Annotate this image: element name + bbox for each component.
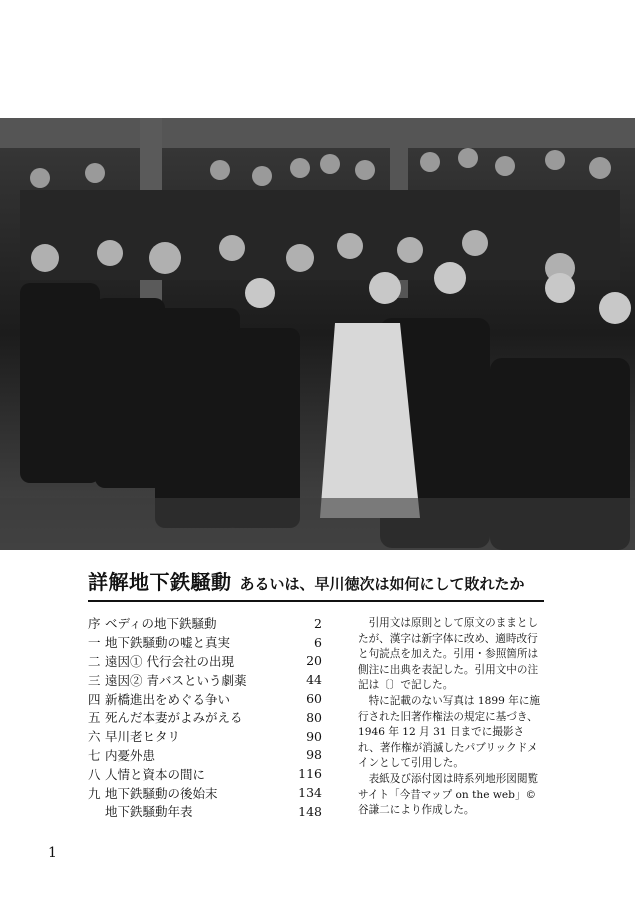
toc-row[interactable]	[88, 783, 322, 802]
toc-title: 地下鉄騒動の嘘と真実	[105, 635, 231, 651]
note-paragraph: 表紙及び添付図は時系列地形図閲覧サイト「今昔マップ on the web」©谷謙二により作成した。	[358, 772, 539, 817]
toc-row[interactable]	[88, 670, 322, 689]
toc-row[interactable]	[88, 727, 322, 746]
toc-number: 四	[88, 691, 101, 707]
toc-page: 90	[306, 728, 322, 744]
toc-title: 遠因① 代行会社の出現	[105, 653, 234, 669]
toc-row[interactable]	[88, 764, 322, 783]
toc-title: 早川老ヒタリ	[105, 729, 181, 745]
toc-number: 序	[88, 616, 101, 632]
toc-row[interactable]	[88, 652, 322, 671]
table-of-contents	[88, 614, 322, 821]
toc-number: 一	[88, 635, 101, 651]
toc-row[interactable]	[88, 614, 322, 633]
toc-page: 6	[314, 634, 322, 650]
toc-title: 地下鉄騒動年表	[105, 804, 193, 820]
toc-row[interactable]	[88, 746, 322, 765]
photo-placeholder-icon	[0, 118, 635, 550]
toc-page: 116	[298, 766, 322, 782]
toc-number: 二	[88, 653, 101, 669]
toc-page: 44	[306, 672, 322, 688]
toc-number: 六	[88, 729, 101, 745]
toc-title: 遠因② 青バスという劇薬	[105, 672, 247, 688]
editorial-notes	[358, 616, 544, 819]
toc-number: 三	[88, 672, 101, 688]
toc-title: 人情と資本の間に	[105, 766, 206, 782]
toc-row[interactable]	[88, 689, 322, 708]
note-paragraph: 特に記載のない写真は 1899 年に施行された旧著作権法の規定に基づき、1946 年 12 月 31 日までに撮影され、著作権が消滅したパブリックドメインとして引用した。	[358, 694, 541, 770]
toc-page: 60	[306, 691, 322, 707]
toc-title: 新橋進出をめぐる争い	[105, 691, 231, 707]
toc-row[interactable]	[88, 708, 322, 727]
toc-page: 98	[306, 747, 322, 763]
toc-number: 八	[88, 766, 101, 782]
toc-page: 2	[314, 615, 322, 631]
toc-page: 80	[306, 709, 322, 725]
toc-title: 内憂外患	[105, 747, 156, 763]
book-subtitle: あるいは、早川徳次は如何にして敗れたか	[239, 575, 525, 593]
toc-row[interactable]	[88, 802, 322, 821]
cover-photo	[0, 118, 635, 550]
chapter-heading	[88, 566, 544, 602]
toc-number: 九	[88, 785, 101, 801]
toc-page: 148	[298, 803, 322, 819]
toc-page: 20	[306, 653, 322, 669]
toc-title: ベディの地下鉄騒動	[105, 616, 217, 632]
note-paragraph: 引用文は原則として原文のままとしたが、漢字は新字体に改め、適時改行と句読点を加えた。引用・参照箇所は側注に出典を表記した。引用文中の注記は〔〕で記した。	[358, 617, 539, 692]
book-title: 詳解地下鉄騒動	[88, 570, 232, 594]
toc-title: 地下鉄騒動の後始末	[105, 785, 218, 801]
toc-number: 五	[88, 710, 101, 726]
toc-title: 死んだ本妻がよみがえる	[105, 710, 243, 726]
page-number: 1	[48, 845, 57, 861]
toc-number: 七	[88, 747, 101, 763]
toc-row[interactable]	[88, 633, 322, 652]
toc-page: 134	[298, 785, 322, 801]
